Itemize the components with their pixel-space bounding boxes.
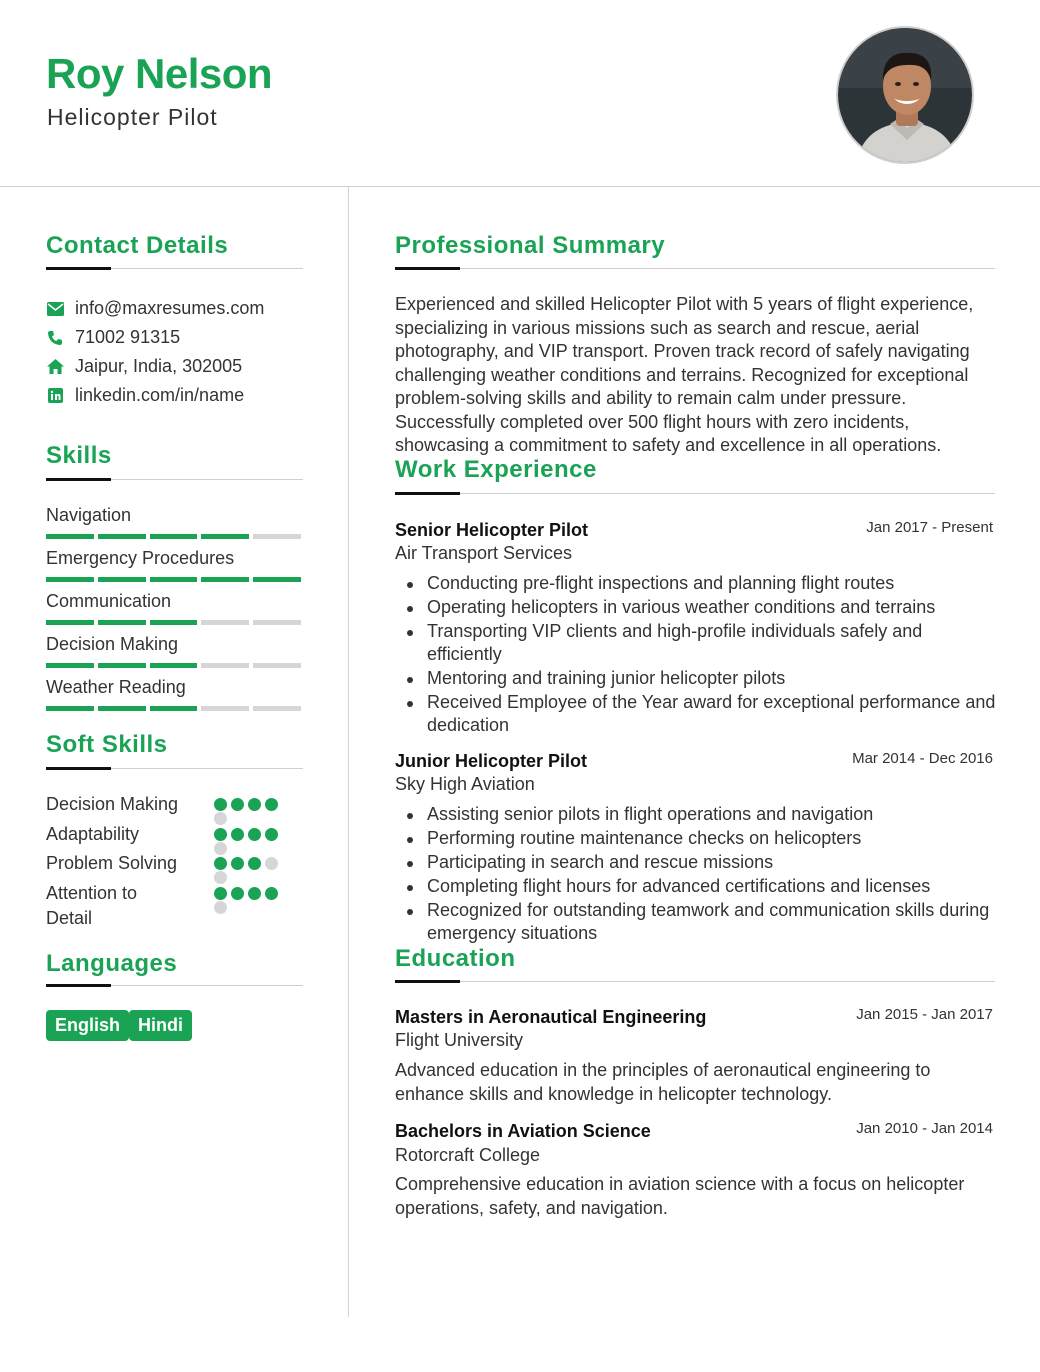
- column-divider: [348, 187, 349, 1317]
- job-bullets: [405, 803, 997, 946]
- job-bullet: Recognized for outstanding teamwork and communication skills during emergency situations: [405, 899, 997, 946]
- email-icon: [46, 300, 64, 318]
- school-name: Rotorcraft College: [395, 1145, 541, 1165]
- skill-name: Emergency Procedures: [46, 548, 235, 568]
- skill-level-filled: [150, 706, 198, 711]
- skill-level-filled: [253, 577, 301, 582]
- contact-phone[interactable]: [46, 327, 180, 348]
- skill-level-filled: [201, 577, 249, 582]
- skill-name: Communication: [46, 591, 172, 611]
- skill-level-filled: [201, 534, 249, 539]
- rating-dot-empty: [214, 812, 227, 825]
- skill-level-filled: [150, 534, 198, 539]
- home-icon: [46, 358, 64, 376]
- skill-name: Decision Making: [46, 634, 179, 654]
- resume-header: [0, 0, 1040, 187]
- avatar-photo: [838, 28, 974, 164]
- job-bullets: [405, 572, 997, 738]
- skill-level-filled: [46, 706, 94, 711]
- skill-level-empty: [201, 620, 249, 625]
- education-dates: Jan 2015 - Jan 2017: [856, 1006, 993, 1023]
- skill-level-filled: [98, 663, 146, 668]
- language-badge: Hindi: [129, 1010, 192, 1041]
- contact-phone-text: 71002 91315: [75, 327, 181, 347]
- skill-bar: [46, 577, 301, 582]
- summary-heading: Professional Summary: [395, 232, 666, 259]
- rating-dot-filled: [231, 828, 244, 841]
- rating-dot-filled: [214, 798, 227, 811]
- job-company: Air Transport Services: [395, 543, 573, 563]
- job-company: Sky High Aviation: [395, 774, 535, 794]
- languages-heading: Languages: [46, 950, 178, 977]
- contact-email[interactable]: [46, 298, 264, 319]
- rating-dot-filled: [248, 798, 261, 811]
- job-dates: Jan 2017 - Present: [866, 519, 993, 536]
- school-name: Flight University: [395, 1030, 524, 1050]
- skill-level-filled: [98, 534, 146, 539]
- candidate-title: Helicopter Pilot: [47, 104, 218, 130]
- rating-dot-filled: [265, 828, 278, 841]
- skill-level-filled: [150, 577, 198, 582]
- contact-linkedin[interactable]: [46, 385, 244, 406]
- rating-dot-filled: [231, 798, 244, 811]
- skill-name: Weather Reading: [46, 677, 186, 697]
- job-role: Senior Helicopter Pilot: [395, 520, 589, 540]
- rating-dot-filled: [214, 828, 227, 841]
- job-bullet: Conducting pre-flight inspections and planning flight routes: [405, 572, 997, 595]
- rating-dot-empty: [265, 857, 278, 870]
- skill-level-empty: [253, 620, 301, 625]
- phone-icon: [46, 329, 64, 347]
- contact-email-text: info@maxresumes.com: [75, 298, 265, 318]
- skill-bar: [46, 663, 301, 668]
- skill-level-filled: [46, 534, 94, 539]
- skill-name: Navigation: [46, 505, 132, 525]
- degree-title: Bachelors in Aviation Science: [395, 1121, 651, 1141]
- linkedin-icon: [46, 387, 64, 405]
- contact-linkedin-text: linkedin.com/in/name: [75, 385, 245, 405]
- job-bullet: Transporting VIP clients and high-profile individuals safely and efficiently: [405, 620, 997, 667]
- soft-skills-rule: [46, 768, 303, 769]
- job-bullet: Completing flight hours for advanced certifications and licenses: [405, 875, 997, 898]
- rating-dot-filled: [231, 887, 244, 900]
- languages-rule: [46, 985, 303, 986]
- skill-level-empty: [253, 663, 301, 668]
- rating-dot-filled: [231, 857, 244, 870]
- education-desc: Advanced education in the principles of aeronautical engineering to enhance skills and knowledge in helicopter technology.: [395, 1060, 931, 1104]
- soft-skill-name: Decision Making: [46, 794, 179, 814]
- soft-skills-heading: Soft Skills: [46, 731, 168, 758]
- rating-dot-empty: [214, 901, 227, 914]
- experience-heading: Work Experience: [395, 456, 597, 483]
- rating-dot-filled: [248, 828, 261, 841]
- skill-level-filled: [98, 706, 146, 711]
- skills-heading: Skills: [46, 442, 112, 469]
- contact-heading: Contact Details: [46, 232, 229, 259]
- rating-dot-filled: [265, 798, 278, 811]
- job-bullet: Mentoring and training junior helicopter pilots: [405, 667, 997, 690]
- education-heading: Education: [395, 945, 516, 972]
- rating-dot-filled: [265, 887, 278, 900]
- job-dates: Mar 2014 - Dec 2016: [852, 750, 993, 767]
- contact-address-text: Jaipur, India, 302005: [75, 356, 243, 376]
- soft-skill-name: Adaptability: [46, 824, 140, 844]
- skill-level-filled: [98, 577, 146, 582]
- skill-level-filled: [46, 620, 94, 625]
- skill-level-filled: [98, 620, 146, 625]
- job-bullet: Participating in search and rescue missions: [405, 851, 997, 874]
- skill-level-filled: [46, 663, 94, 668]
- rating-dot-filled: [248, 857, 261, 870]
- job-bullet: Operating helicopters in various weather conditions and terrains: [405, 596, 997, 619]
- soft-skill-name: Attention to Detail: [46, 883, 138, 928]
- education-dates: Jan 2010 - Jan 2014: [856, 1120, 993, 1137]
- skill-level-filled: [150, 620, 198, 625]
- rating-dot-filled: [214, 857, 227, 870]
- education-desc: Comprehensive education in aviation science with a focus on helicopter operations, safety, and navigation.: [395, 1174, 965, 1218]
- skill-bar: [46, 706, 301, 711]
- avatar: [836, 26, 974, 164]
- education-rule: [395, 981, 995, 982]
- summary-text: Experienced and skilled Helicopter Pilot with 5 years of flight experience, specializing in various missions such as search and rescue, aerial photography, and VIP transport. Proven track record of safely navigating challenging weather conditions and terrains. Recognized for exceptional problem-solving skills and ability to remain calm under pressure. Successfully completed over 500 flight hours with zero incidents, showcasing a commitment to safety and excellence in all operations.: [395, 294, 974, 455]
- skills-rule: [46, 479, 303, 480]
- skill-level-empty: [253, 534, 301, 539]
- skill-bar: [46, 620, 301, 625]
- degree-title: Masters in Aeronautical Engineering: [395, 1007, 707, 1027]
- candidate-name: Roy Nelson: [46, 50, 273, 97]
- skill-level-filled: [46, 577, 94, 582]
- summary-rule: [395, 268, 995, 269]
- job-bullet: Performing routine maintenance checks on helicopters: [405, 827, 997, 850]
- job-role: Junior Helicopter Pilot: [395, 751, 588, 771]
- contact-address: [46, 356, 242, 377]
- experience-rule: [395, 493, 995, 494]
- skill-level-filled: [150, 663, 198, 668]
- rating-dot-empty: [214, 871, 227, 884]
- rating-dot-empty: [214, 842, 227, 855]
- job-bullet: Assisting senior pilots in flight operations and navigation: [405, 803, 997, 826]
- rating-dot-filled: [214, 887, 227, 900]
- soft-skill-name: Problem Solving: [46, 853, 178, 873]
- job-bullet: Received Employee of the Year award for exceptional performance and dedication: [405, 691, 997, 738]
- skill-level-empty: [253, 706, 301, 711]
- rating-dot-filled: [248, 887, 261, 900]
- skill-level-empty: [201, 663, 249, 668]
- skill-bar: [46, 534, 301, 539]
- language-badge: English: [46, 1010, 129, 1041]
- skill-level-empty: [201, 706, 249, 711]
- contact-rule: [46, 268, 303, 269]
